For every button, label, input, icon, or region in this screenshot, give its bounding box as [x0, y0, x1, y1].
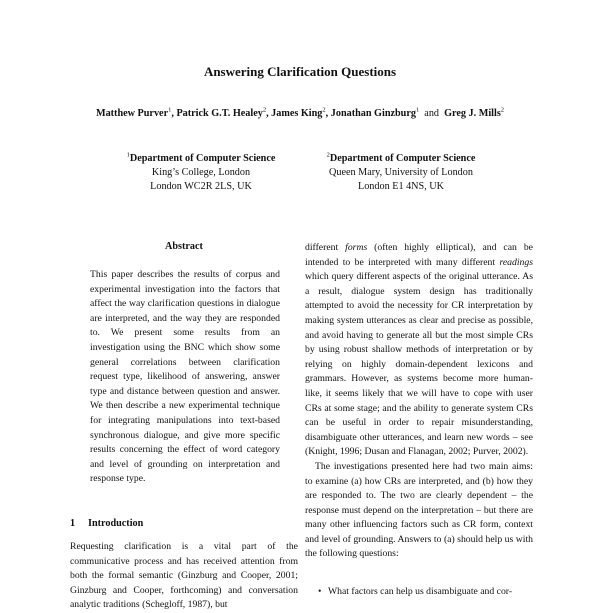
author-affiliation-mark: 2	[500, 106, 505, 114]
author-affiliation-mark: 2	[262, 106, 267, 114]
affiliation-institution: King’s College, London	[151, 167, 251, 178]
affiliation-mark: 2	[326, 151, 330, 159]
body-paragraph-1	[305, 241, 533, 460]
affiliation-1	[112, 152, 290, 194]
section-number: 1	[70, 518, 76, 529]
section-heading-introduction	[70, 518, 298, 529]
affiliation-address: London WC2R 2LS, UK	[150, 181, 252, 192]
author-separator: ,	[171, 108, 177, 119]
emphasis-forms: forms	[345, 242, 368, 253]
author-affiliation-mark: 2	[322, 106, 326, 114]
bullet-item	[318, 585, 533, 600]
author-separator: ,	[325, 108, 331, 119]
author-name: Matthew Purver	[95, 108, 169, 119]
affiliation-institution: Queen Mary, University of London	[329, 167, 473, 178]
affiliation-mark: 1	[126, 151, 130, 159]
body-paragraph-2: The investigations presented here had two main aims: to examine (a) how CRs are interpreted, and (b) how they are responded to. The two are clearly dependent – the response must depend on the interpretation – but there are many other influencing factors such as CR form, context and level of grounding. Answers to (a) should help us with the following questions:	[305, 460, 533, 560]
affiliation-2	[312, 152, 490, 194]
body-text: different	[305, 242, 346, 253]
introduction-text	[70, 540, 298, 613]
emphasis-readings: readings	[499, 256, 533, 268]
author-separator	[419, 108, 422, 119]
author-name: Jonathan Ginzburg	[330, 108, 416, 119]
introduction-paragraph: Requesting clarification is a vital part of the communicative process and has received attention from both the formal semantic (Ginzburg and Cooper, 2001; Ginzburg and Cooper, forthcoming) and conversation analytic traditions (Schegloff, 1987), but	[70, 541, 298, 611]
right-column	[305, 241, 533, 562]
author-name: James King	[271, 108, 323, 119]
abstract-text: This paper describes the results of corpus and experimental investigation into the factors that affect the way clarification questions in dialogue are interpreted, and the way they are responded to. We present some results from an investigation using the BNC which show some general correlations between clarification request type, likelihood of answering, answer type and distance between question and answer. We then describe a new experimental technique for integrating manipulations into text-based synchronous dialogue, and give more specific results concerning the effect of word category and level of grounding on interpretation and response type.	[90, 269, 280, 485]
author-name: Greg J. Mills	[444, 108, 501, 119]
body-text: (often highly elliptical), and can be intended to be interpreted with many different	[305, 242, 533, 268]
bullet-icon: •	[318, 586, 322, 597]
bullet-text: What factors can help us disambiguate and cor-	[328, 586, 513, 597]
body-text: which query different aspects of the original utterance. As a result, dialogue system design has traditionally attempted to avoid the necessity for CR interpretation by making system utterances as clear and precise as possible, and avoid having to generate all but the most simple CRs by using robust shallow methods of interpretation or by relying on highly domain-dependent lexicons and grammars. However, as systems become more human-like, it seems likely that we will have to cope with user CRs at some stage; and the ability to generate system CRs can be useful in order to repair misunderstanding, disambiguate other utterances, and learn new words – see (Knight, 1996; Dusan and Flanagan, 2002; Purver, 2002).	[305, 271, 533, 458]
author-name: Patrick G.T. Healey	[176, 108, 263, 119]
abstract-heading: Abstract	[165, 241, 203, 252]
section-title: Introduction	[88, 518, 144, 529]
affiliation-dept: Department of Computer Science	[129, 153, 276, 164]
author-affiliation-mark: 1	[415, 106, 420, 114]
affiliation-dept: Department of Computer Science	[329, 153, 476, 164]
author-affiliation-mark: 1	[168, 106, 172, 114]
author-separator: ,	[266, 108, 272, 119]
author-conjunction: and	[424, 108, 440, 119]
author-list	[0, 108, 600, 119]
paper-title: Answering Clarification Questions	[203, 64, 397, 79]
affiliation-address: London E1 4NS, UK	[357, 181, 445, 192]
